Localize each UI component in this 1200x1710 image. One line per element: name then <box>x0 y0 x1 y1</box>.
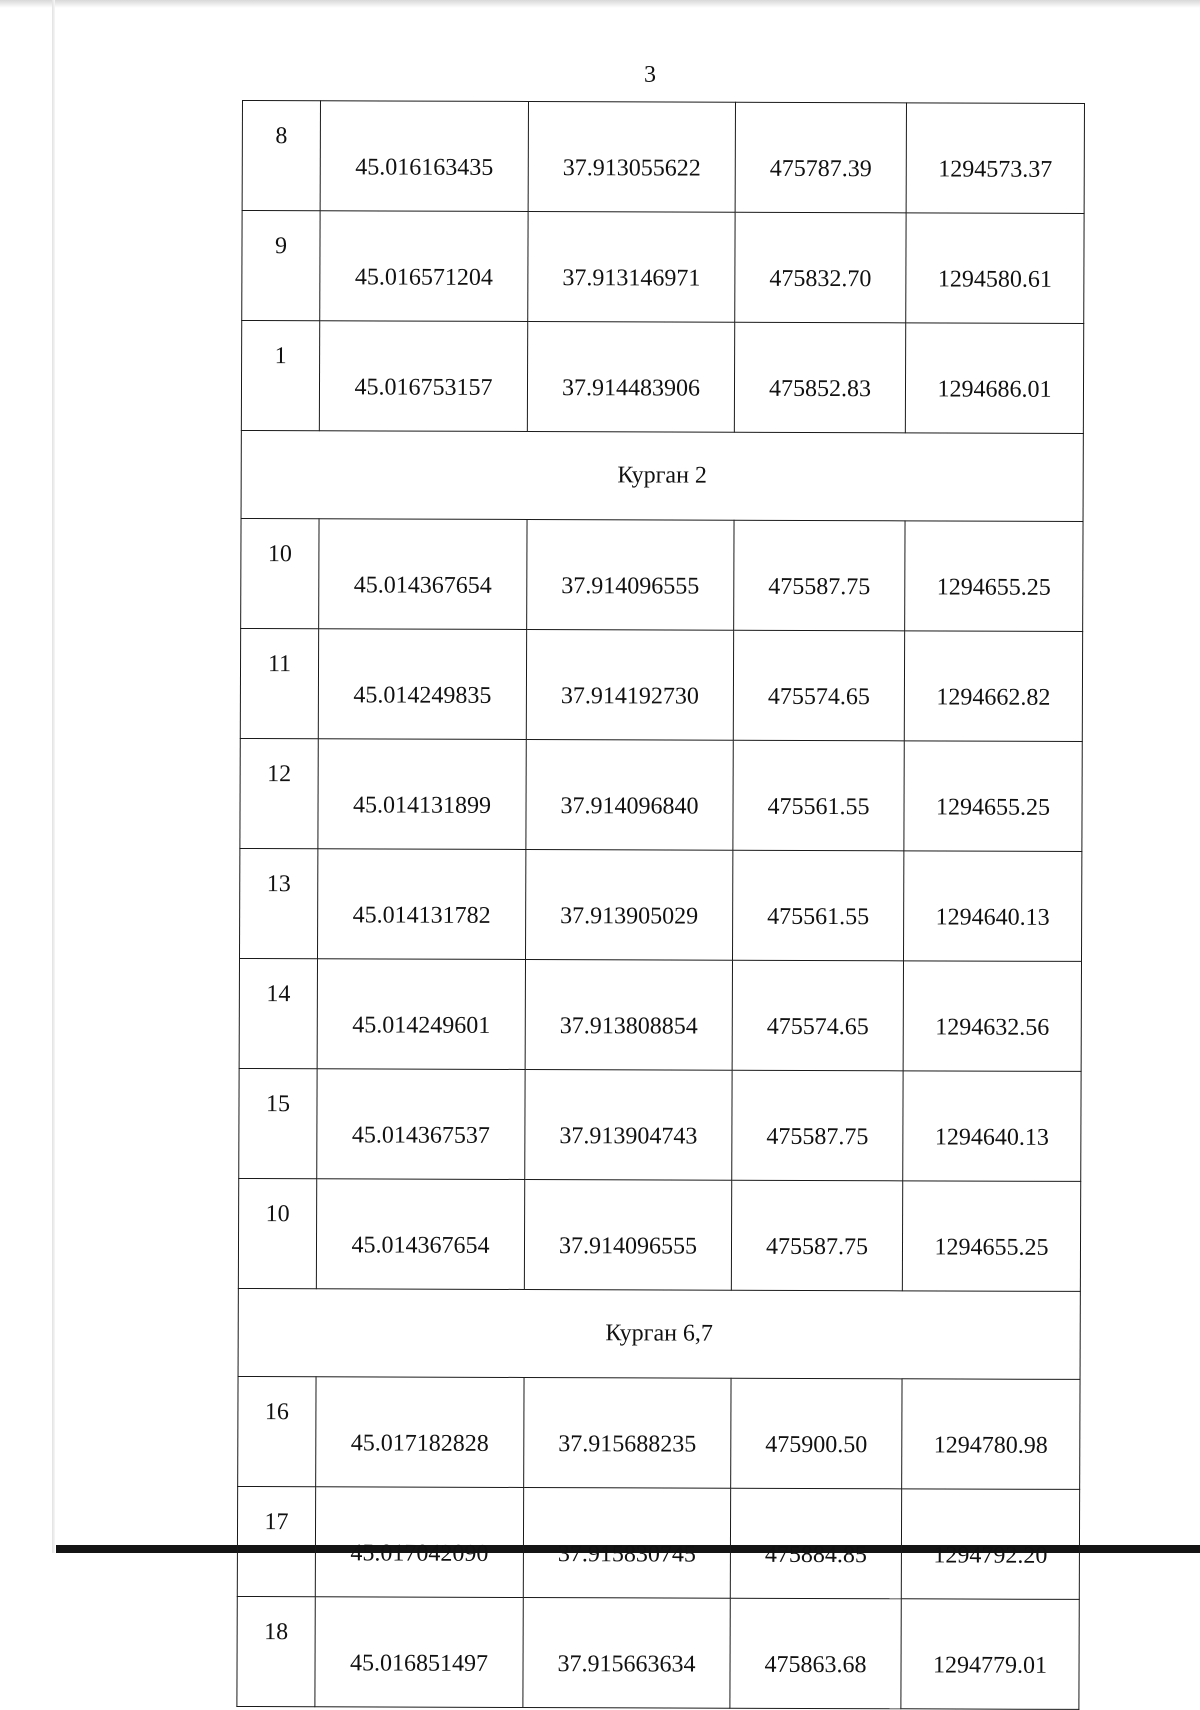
coord-d-cell: 1294655.25 <box>902 1181 1080 1292</box>
table-row <box>237 1486 1079 1599</box>
coord-b-cell: 37.913905029 <box>526 849 733 960</box>
coord-c-cell: 475574.65 <box>733 630 904 741</box>
coord-a-cell: 45.014249835 <box>318 629 526 740</box>
coord-a-cell: 45.016163435 <box>320 101 528 212</box>
coord-a-cell: 45.016753157 <box>319 321 527 432</box>
table-row <box>239 1068 1081 1181</box>
coord-c-cell: 475561.55 <box>733 740 904 851</box>
coord-b-cell: 37.913146971 <box>528 211 735 322</box>
coord-d-cell: 1294655.25 <box>905 521 1083 632</box>
table-row <box>242 211 1084 324</box>
point-number-cell: 12 <box>240 738 318 848</box>
coord-b-cell: 37.914192730 <box>526 629 733 740</box>
coord-a-cell: 45.014367654 <box>319 519 527 630</box>
coordinates-table-body <box>237 101 1085 1710</box>
coord-c-cell: 475900.50 <box>731 1378 902 1489</box>
point-number-cell: 10 <box>241 518 319 628</box>
coord-a-cell: 45.017182828 <box>316 1377 524 1488</box>
table-row <box>241 321 1083 434</box>
coord-c-cell: 475884.85 <box>730 1488 901 1599</box>
coord-a-cell: 45.016571204 <box>320 211 528 322</box>
point-number-cell: 9 <box>242 211 320 321</box>
point-number-cell: 1 <box>241 321 319 431</box>
table-row <box>239 958 1081 1071</box>
coord-c-cell: 475587.75 <box>731 1180 902 1291</box>
point-number-cell: 17 <box>237 1486 315 1596</box>
coord-d-cell: 1294632.56 <box>903 961 1081 1072</box>
coord-b-cell: 37.914096840 <box>526 739 733 850</box>
coord-a-cell: 45.014131782 <box>318 849 526 960</box>
coord-b-cell: 37.914483906 <box>527 321 734 432</box>
coord-d-cell: 1294640.13 <box>903 851 1081 962</box>
coord-d-cell: 1294580.61 <box>906 213 1084 324</box>
coord-b-cell: 37.915663634 <box>523 1597 730 1708</box>
section-header-row <box>241 430 1083 521</box>
coord-d-cell: 1294779.01 <box>901 1599 1079 1710</box>
coord-a-cell: 45.014367537 <box>317 1069 525 1180</box>
page-number: 3 <box>644 62 656 88</box>
coord-c-cell: 475587.75 <box>734 520 905 631</box>
coord-a-cell: 45.014131899 <box>318 739 526 850</box>
coord-d-cell: 1294573.37 <box>906 103 1084 214</box>
point-number-cell: 15 <box>239 1068 317 1178</box>
coord-b-cell: 37.914096555 <box>524 1179 731 1290</box>
point-number-cell: 13 <box>240 848 318 958</box>
coord-a-cell: 45.014249601 <box>317 959 525 1070</box>
scan-top-edge <box>0 0 1200 8</box>
coord-d-cell: 1294640.13 <box>903 1071 1081 1182</box>
coord-b-cell: 37.913808854 <box>525 959 732 1070</box>
coord-b-cell: 37.913055622 <box>528 102 735 213</box>
coord-b-cell: 37.913904743 <box>525 1069 732 1180</box>
coord-b-cell: 37.915688235 <box>524 1377 731 1488</box>
coord-c-cell: 475863.68 <box>730 1598 901 1709</box>
section-header-row <box>238 1288 1080 1379</box>
coord-a-cell: 45.016851497 <box>315 1597 523 1708</box>
coord-b-cell: 37.915830745 <box>523 1487 730 1598</box>
section-title: Курган 2 <box>241 430 1083 521</box>
coord-d-cell: 1294662.82 <box>904 631 1082 742</box>
table-row <box>238 1178 1080 1291</box>
table-row <box>240 628 1082 741</box>
point-number-cell: 14 <box>239 958 317 1068</box>
coord-c-cell: 475574.65 <box>732 960 903 1071</box>
coord-a-cell: 45.014367654 <box>316 1179 524 1290</box>
coord-d-cell: 1294792.20 <box>901 1489 1079 1600</box>
coordinates-table <box>236 100 1085 1710</box>
coord-d-cell: 1294686.01 <box>905 323 1083 434</box>
coord-c-cell: 475561.55 <box>733 850 904 961</box>
point-number-cell: 8 <box>242 101 320 211</box>
coord-c-cell: 475587.75 <box>732 1070 903 1181</box>
coord-d-cell: 1294780.98 <box>902 1379 1080 1490</box>
table-row <box>238 1376 1080 1489</box>
scan-left-edge <box>52 0 55 1553</box>
table-row <box>240 738 1082 851</box>
coord-c-cell: 475832.70 <box>735 212 906 323</box>
table-row <box>241 518 1083 631</box>
coord-c-cell: 475852.83 <box>734 322 905 433</box>
table-row <box>242 101 1084 214</box>
coord-d-cell: 1294655.25 <box>904 741 1082 852</box>
coord-b-cell: 37.914096555 <box>527 519 734 630</box>
table-row <box>237 1596 1079 1709</box>
coord-c-cell: 475787.39 <box>735 102 906 213</box>
point-number-cell: 11 <box>240 628 318 738</box>
point-number-cell: 18 <box>237 1596 315 1706</box>
point-number-cell: 16 <box>238 1376 316 1486</box>
coord-a-cell: 45.017042090 <box>315 1487 523 1598</box>
point-number-cell: 10 <box>238 1178 316 1288</box>
table-row <box>240 848 1082 961</box>
section-title: Курган 6,7 <box>238 1288 1080 1379</box>
